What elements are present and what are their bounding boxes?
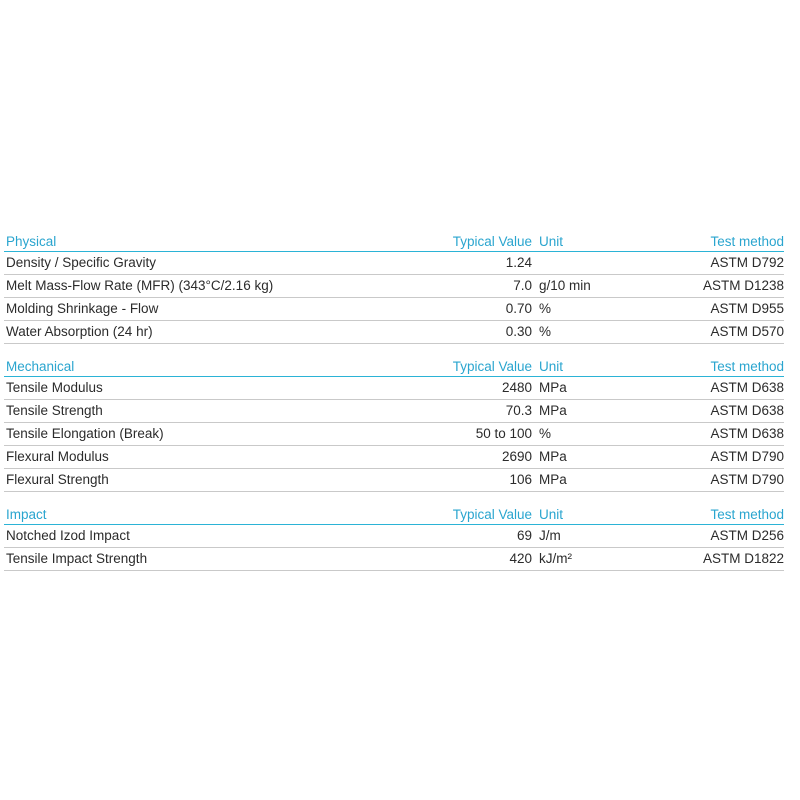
test-method: ASTM D790 xyxy=(710,449,784,464)
test-method: ASTM D1238 xyxy=(702,278,784,293)
property-unit: % xyxy=(539,301,552,316)
property-name: Tensile Elongation (Break) xyxy=(6,426,164,441)
property-unit: MPa xyxy=(539,380,567,395)
property-value: 420 xyxy=(509,551,532,566)
unit-header: Unit xyxy=(539,234,564,249)
test-method: ASTM D1822 xyxy=(702,551,784,566)
table-row xyxy=(4,252,784,275)
property-value: 69 xyxy=(516,528,532,543)
property-value: 2480 xyxy=(501,380,532,395)
property-unit: J/m xyxy=(539,528,561,543)
section-header xyxy=(4,232,784,252)
property-name: Molding Shrinkage - Flow xyxy=(6,301,159,316)
property-value: 50 to 100 xyxy=(475,426,532,441)
section-header xyxy=(4,505,784,525)
table-row xyxy=(4,548,784,571)
test-method-header: Test method xyxy=(710,507,784,522)
typical-value-header: Typical Value xyxy=(452,359,532,374)
test-method-header: Test method xyxy=(710,234,784,249)
unit-header: Unit xyxy=(539,359,564,374)
property-name: Density / Specific Gravity xyxy=(6,255,157,270)
property-name: Tensile Impact Strength xyxy=(6,551,148,566)
property-value: 106 xyxy=(509,472,532,487)
typical-value-header: Typical Value xyxy=(452,234,532,249)
table-row xyxy=(4,321,784,344)
test-method: ASTM D638 xyxy=(710,403,784,418)
property-unit: % xyxy=(539,426,552,441)
table-row xyxy=(4,469,784,492)
typical-value-header: Typical Value xyxy=(452,507,532,522)
property-unit: g/10 min xyxy=(539,278,591,293)
section-mechanical xyxy=(4,357,784,492)
property-unit: MPa xyxy=(539,472,567,487)
table-row xyxy=(4,298,784,321)
test-method: ASTM D638 xyxy=(710,380,784,395)
test-method: ASTM D638 xyxy=(710,426,784,441)
test-method: ASTM D955 xyxy=(710,301,784,316)
property-name: Flexural Strength xyxy=(6,472,109,487)
test-method: ASTM D790 xyxy=(710,472,784,487)
unit-header: Unit xyxy=(539,507,564,522)
section-title: Impact xyxy=(6,507,47,522)
property-name: Notched Izod Impact xyxy=(6,528,130,543)
property-unit: MPa xyxy=(539,403,567,418)
table-row xyxy=(4,525,784,548)
property-name: Water Absorption (24 hr) xyxy=(6,324,153,339)
test-method: ASTM D570 xyxy=(710,324,784,339)
property-unit: kJ/m² xyxy=(539,551,572,566)
property-value: 0.70 xyxy=(505,301,532,316)
table-row xyxy=(4,423,784,446)
table-row xyxy=(4,377,784,400)
test-method: ASTM D256 xyxy=(710,528,784,543)
property-unit: MPa xyxy=(539,449,567,464)
property-name: Melt Mass-Flow Rate (MFR) (343°C/2.16 kg) xyxy=(6,278,274,293)
table-row xyxy=(4,400,784,423)
property-value: 2690 xyxy=(501,449,532,464)
section-header xyxy=(4,357,784,377)
section-title: Mechanical xyxy=(6,359,75,374)
property-value: 1.24 xyxy=(505,255,532,270)
test-method-header: Test method xyxy=(710,359,784,374)
property-value: 7.0 xyxy=(513,278,532,293)
property-name: Tensile Strength xyxy=(6,403,103,418)
test-method: ASTM D792 xyxy=(710,255,784,270)
property-unit: % xyxy=(539,324,552,339)
section-title: Physical xyxy=(6,234,57,249)
section-impact xyxy=(4,505,784,571)
table-row xyxy=(4,446,784,469)
property-value: 0.30 xyxy=(505,324,532,339)
property-name: Tensile Modulus xyxy=(6,380,103,395)
property-name: Flexural Modulus xyxy=(6,449,109,464)
section-physical xyxy=(4,232,784,344)
property-value: 70.3 xyxy=(505,403,532,418)
table-row xyxy=(4,275,784,298)
